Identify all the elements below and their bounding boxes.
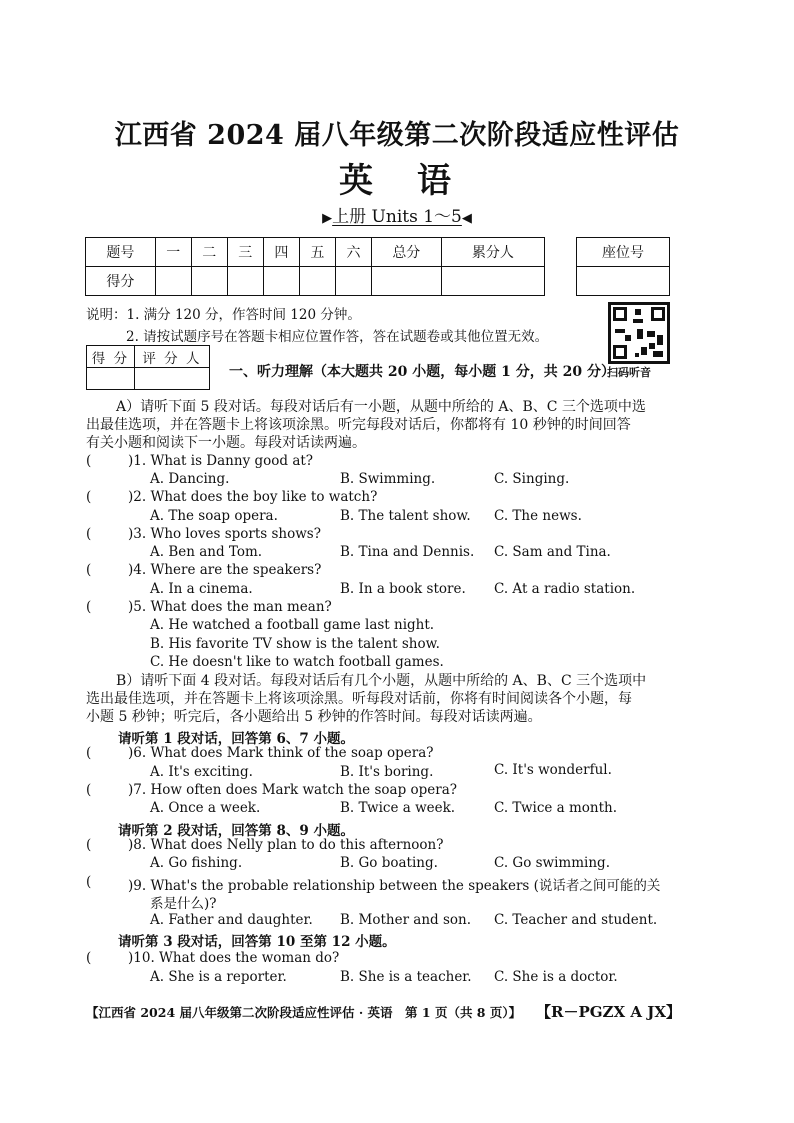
question-9-option-a: A. Father and daughter. [150, 912, 313, 928]
seat-number-table [576, 237, 670, 296]
question-1-option-a: A. Dancing. [150, 471, 230, 487]
question-4-option-c: C. At a radio station. [494, 581, 636, 597]
question-3-option-c: C. Sam and Tina. [494, 544, 611, 560]
question-3-option-b: B. Tina and Dennis. [340, 544, 475, 560]
score-header-cell: 四 [263, 238, 299, 267]
question-10-option-b: B. She is a teacher. [340, 969, 472, 985]
question-2-stem: )2. What does the boy like to watch? [128, 489, 378, 505]
dialog-3-prompt: 请听第 3 段对话，回答第 10 至第 12 小题。 [118, 934, 396, 950]
question-5-stem: )5. What does the man mean? [128, 599, 332, 615]
seat-number-cell [577, 267, 670, 296]
grader-table [86, 345, 210, 390]
question-4-option-b: B. In a book store. [340, 581, 466, 597]
score-cell [155, 267, 191, 296]
question-7-option-b: B. Twice a week. [340, 800, 456, 816]
question-1-option-c: C. Singing. [494, 471, 570, 487]
question-10-option-a: A. She is a reporter. [150, 969, 287, 985]
grader-score-label: 得 分 [87, 346, 135, 368]
question-9-stem-continued: 系是什么)? [150, 896, 217, 912]
question-1-option-b: B. Swimming. [340, 471, 436, 487]
question-4-stem: )4. Where are the speakers? [128, 562, 322, 578]
answer-bracket: ( [86, 453, 92, 469]
question-8-option-b: B. Go boating. [340, 855, 438, 871]
qr-code-icon [608, 302, 670, 364]
question-6-option-c: C. It's wonderful. [494, 762, 612, 778]
paper-code: 【R－PGZX A JX】 [536, 1003, 681, 1021]
question-6-option-b: B. It's boring. [340, 764, 434, 780]
scope-line [0, 202, 794, 227]
subject-title: 英语 [339, 161, 495, 201]
instruction-line-2: 2. 请按试题序号在答题卡相应位置作答，答在试题卷或其他位置无效。 [126, 329, 549, 345]
instruction-line-1: 说明：1. 满分 120 分，作答时间 120 分钟。 [86, 307, 361, 323]
question-10-option-c: C. She is a doctor. [494, 969, 618, 985]
score-cell [371, 267, 441, 296]
left-triangle-icon: ▶ [322, 211, 333, 226]
answer-bracket: ( [86, 489, 92, 505]
answer-bracket: ( [86, 599, 92, 615]
part-a-instruction-line-1: A）请听下面 5 段对话。每段对话后有一小题，从题中所给的 A、B、C 三个选项中选 [116, 399, 646, 415]
question-5-option-c: C. He doesn't like to watch football games. [150, 654, 444, 670]
question-9-option-c: C. Teacher and student. [494, 912, 658, 928]
score-header-cell: 二 [191, 238, 227, 267]
part-b-instruction-line-3: 小题 5 秒钟；听完后，各小题给出 5 秒钟的作答时间。每段对话读两遍。 [86, 709, 542, 725]
question-9-option-b: B. Mother and son. [340, 912, 472, 928]
part-b-instruction-line-1: B）请听下面 4 段对话。每段对话后有几个小题，从题中所给的 A、B、C 三个选项中 [116, 673, 647, 689]
question-7-stem: )7. How often does Mark watch the soap opera? [128, 782, 457, 798]
answer-bracket: ( [86, 745, 92, 761]
score-table [85, 237, 545, 296]
answer-bracket: ( [86, 950, 92, 966]
score-header-cell: 三 [227, 238, 263, 267]
score-cell [335, 267, 371, 296]
question-6-stem: )6. What does Mark think of the soap opera? [128, 745, 434, 761]
score-header-cell: 累分人 [441, 238, 544, 267]
answer-bracket: ( [86, 562, 92, 578]
question-10-stem: )10. What does the woman do? [128, 950, 340, 966]
grader-name-label: 评 分 人 [134, 346, 209, 368]
grader-score-cell [87, 368, 135, 390]
dialog-1-prompt: 请听第 1 段对话，回答第 6、7 小题。 [118, 731, 354, 747]
seat-number-label: 座位号 [577, 238, 670, 267]
score-header-cell: 六 [335, 238, 371, 267]
question-3-option-a: A. Ben and Tom. [150, 544, 263, 560]
qr-code-label: 扫码听音 [607, 366, 651, 379]
question-9-stem: )9. What's the probable relationship between the speakers (说话者之间可能的关 [128, 878, 661, 894]
question-7-option-a: A. Once a week. [150, 800, 261, 816]
answer-bracket: ( [86, 837, 92, 853]
question-6-option-a: A. It's exciting. [150, 764, 253, 780]
score-header-cell: 总分 [371, 238, 441, 267]
score-cell [263, 267, 299, 296]
question-3-stem: )3. Who loves sports shows? [128, 526, 321, 542]
answer-bracket: ( [86, 874, 92, 890]
page-footer: 【江西省 2024 届八年级第二次阶段适应性评估 · 英语 第 1 页（共 8 页）】 [86, 1005, 522, 1020]
grader-name-cell [134, 368, 209, 390]
question-2-option-c: C. The news. [494, 508, 582, 524]
score-cell [191, 267, 227, 296]
dialog-2-prompt: 请听第 2 段对话，回答第 8、9 小题。 [118, 823, 354, 839]
question-7-option-c: C. Twice a month. [494, 800, 618, 816]
question-5-option-b: B. His favorite TV show is the talent show. [150, 636, 440, 652]
part-b-instruction-line-2: 选出最佳选项，并在答题卡上将该项涂黑。听每段对话前，你将有时间阅读各个小题，每 [86, 691, 632, 707]
score-table-header-row [86, 238, 545, 267]
question-8-option-a: A. Go fishing. [150, 855, 243, 871]
score-table-score-row [86, 267, 545, 296]
exam-title: 江西省 2024 届八年级第二次阶段适应性评估 [114, 120, 680, 151]
scope-text: 上册 Units 1～5 [332, 207, 462, 227]
question-2-option-a: A. The soap opera. [150, 508, 278, 524]
right-triangle-icon: ◀ [461, 211, 472, 226]
question-2-option-b: B. The talent show. [340, 508, 471, 524]
score-cell [299, 267, 335, 296]
question-1-stem: )1. What is Danny good at? [128, 453, 314, 469]
question-5-option-a: A. He watched a football game last night. [150, 617, 435, 633]
answer-bracket: ( [86, 526, 92, 542]
section-1-title: 一、听力理解（本大题共 20 小题，每小题 1 分，共 20 分） [229, 364, 615, 380]
score-cell [441, 267, 544, 296]
score-header-cell: 一 [155, 238, 191, 267]
score-header-cell: 题号 [86, 238, 156, 267]
question-4-option-a: A. In a cinema. [150, 581, 253, 597]
part-a-instruction-line-2: 出最佳选项，并在答题卡上将该项涂黑。听完每段对话后，你都将有 10 秒钟的时间回答 [86, 417, 631, 433]
score-header-cell: 五 [299, 238, 335, 267]
score-cell [227, 267, 263, 296]
question-8-option-c: C. Go swimming. [494, 855, 610, 871]
answer-bracket: ( [86, 782, 92, 798]
score-row-label: 得分 [86, 267, 156, 296]
part-a-instruction-line-3: 有关小题和阅读下一小题。每段对话读两遍。 [86, 435, 366, 451]
question-8-stem: )8. What does Nelly plan to do this afternoon? [128, 837, 444, 853]
